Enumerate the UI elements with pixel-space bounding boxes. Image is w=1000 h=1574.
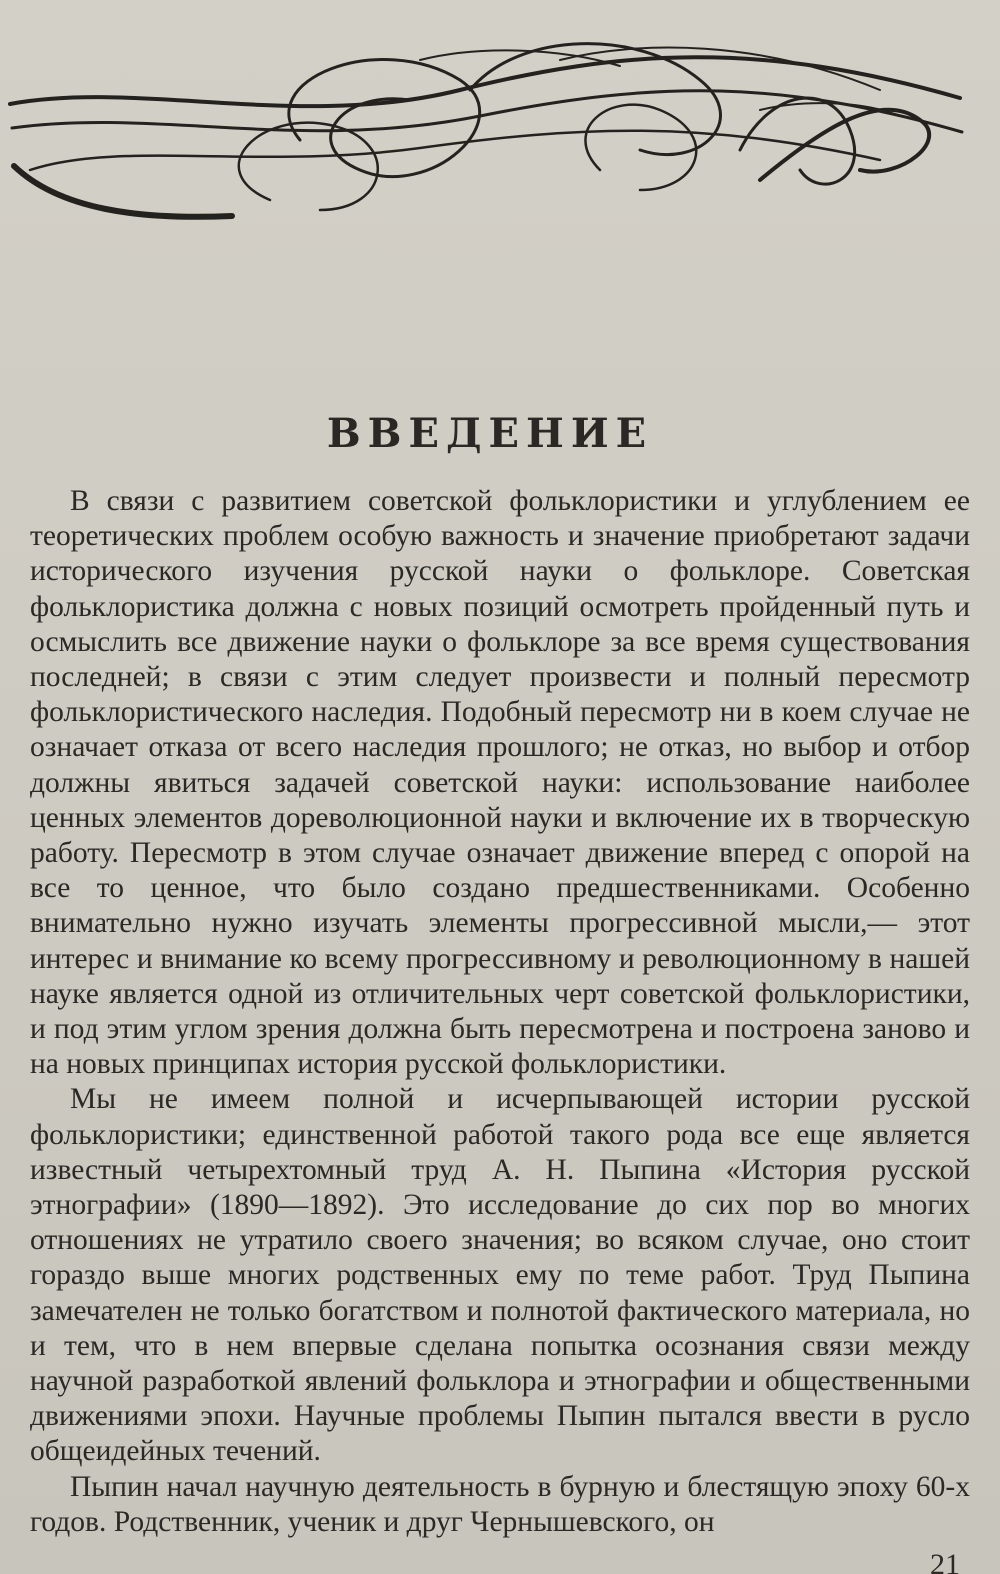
paragraph: В связи с развитием советской фольклористики и углублением ее теоретических проблем особую важность и значение приобретают задачи исторического изучения русской науки о фольклоре. Советская фольклористика должна с новых позиций осмотреть пройденный путь и осмыслить все движение науки о фольклоре за все время существования последней; в связи с этим следует произвести и полный пересмотр фольклористического наследия. Подобный пересмотр ни в коем случае не означает отказа от всего наследия прошлого; не отказ, но выбор и отбор должны явиться задачей советской науки: использование наиболее ценных элементов дореволюционной науки и включение их в творческую работу. Пересмотр в этом случае означает движение вперед с опорой на все то ценное, что было создано предшественниками. Особенно внимательно нужно изучать элементы прогрессивной мысли,— этот интерес и внимание ко всему прогрессивному и революционному в нашей науке является одной из отличительных черт советской фольклористики, и под этим углом зрения должна быть пересмотрена и построена заново и на новых принципах история русской фольклористики. — [30, 485, 970, 1081]
paragraph: Мы не имеем полной и исчерпывающей истории русской фольклористики; единственной работой такого рода все еще является известный четырехтомный труд А. Н. Пыпина «История русской этнографии» (1890—1892). Это исследование до сих пор во многих отношениях не утратило своего значения; во всяком случае, оно стоит гораздо выше многих родственных ему по теме работ. Труд Пыпина замечателен не только богатством и полнотой фактического материала, но и тем, что в нем впервые сделана попытка осознания связи между научной разработкой явлений фольклора и этнографии и общественными движениями эпохи. Научные проблемы Пыпин пытался ввести в русло общеидейных течений. — [30, 1083, 970, 1468]
calligraphic-flourish-ornament — [0, 20, 1000, 230]
chapter-heading: ВВЕДЕНИЕ — [326, 410, 654, 457]
page-number: 21 — [930, 1548, 960, 1574]
paragraph: Пыпин начал научную деятельность в бурную и блестящую эпоху 60-х годов. Родственник, ученик и друг Чернышевского, он — [30, 1470, 970, 1538]
body-text — [30, 484, 970, 1540]
